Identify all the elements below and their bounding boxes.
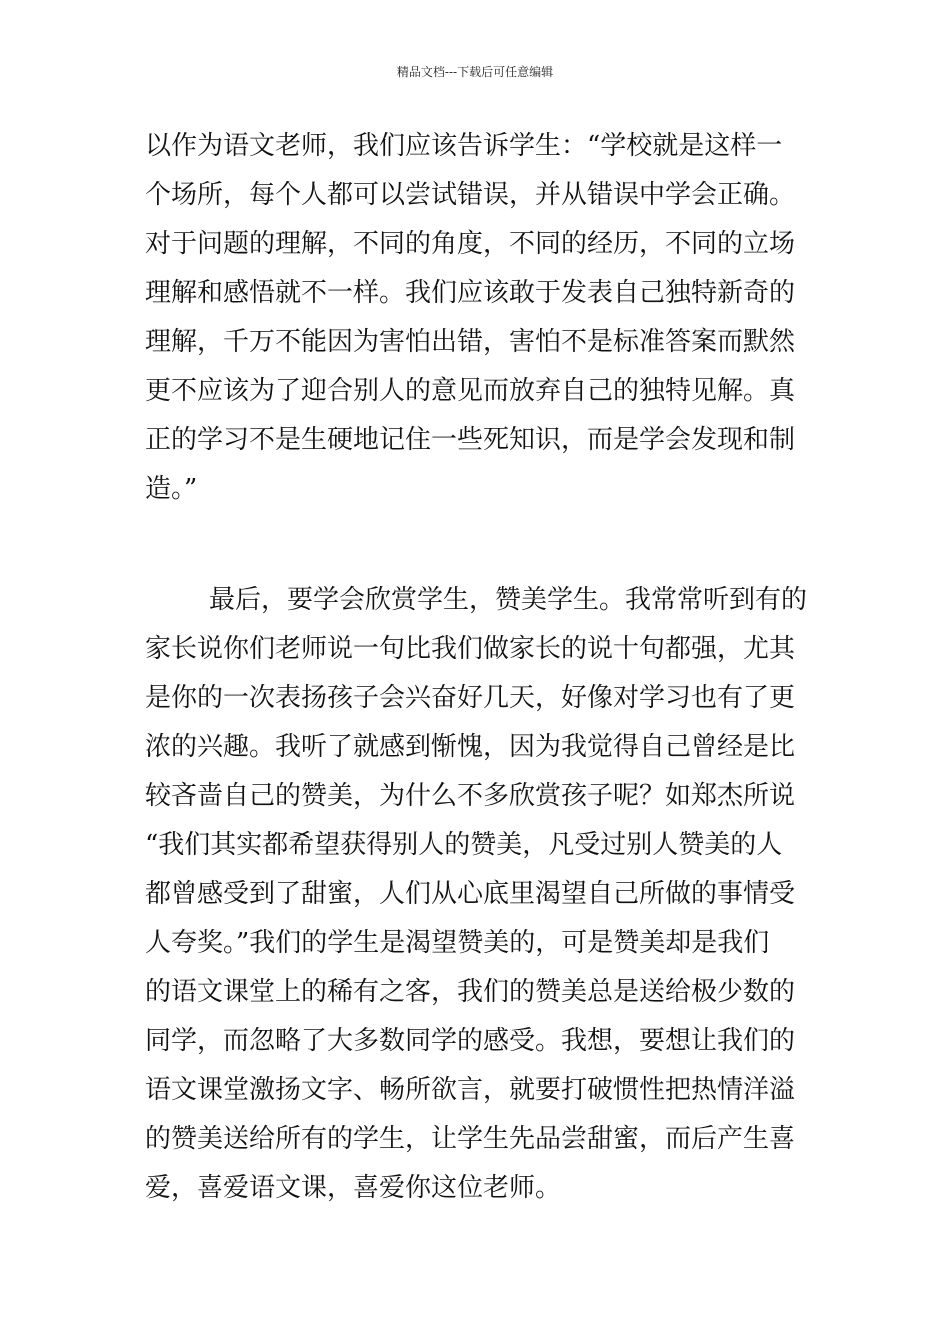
text-line: 理解和感悟就不一样。我们应该敢于发表自己独特新奇的 — [145, 278, 796, 308]
text-line: 家长说你们老师说一句比我们做家长的说十句都强，尤其 — [145, 634, 796, 664]
text-line: 人夸奖。”我们的学生是渴望赞美的，可是赞美却是我们 — [145, 928, 770, 958]
paragraph-1 — [145, 122, 810, 514]
text-line: 都曾感受到了甜蜜，人们从心底里渴望自己所做的事情受 — [145, 879, 796, 909]
page-header: 精品文档---下载后可任意编辑 — [396, 65, 554, 79]
text-line: 同学，而忽略了大多数同学的感受。我想，要想让我们的 — [145, 1026, 796, 1056]
text-line: 理解，千万不能因为害怕出错，害怕不是标准答案而默然 — [145, 327, 796, 357]
text-line: 造。” — [145, 474, 198, 504]
text-line: 更不应该为了迎合别人的意见而放弃自己的独特见解。真 — [145, 376, 796, 406]
text-line: 以作为语文老师，我们应该告诉学生：“学校就是这样一 — [145, 131, 783, 161]
text-line: 语文课堂激扬文字、畅所欲言，就要打破惯性把热情洋溢 — [145, 1075, 796, 1105]
text-line: 正的学习不是生硬地记住一些死知识，而是学会发现和制 — [145, 425, 796, 455]
text-line: 的语文课堂上的稀有之客，我们的赞美总是送给极少数的 — [145, 977, 796, 1007]
text-line-indented: 最后，要学会欣赏学生，赞美学生。我常常听到有的 — [209, 585, 808, 615]
text-line: 较吝啬自己的赞美，为什么不多欣赏孩子呢？如郑杰所说 — [145, 781, 796, 811]
text-line: 的赞美送给所有的学生，让学生先品尝甜蜜，而后产生喜 — [145, 1124, 796, 1154]
text-line: 爱，喜爱语文课，喜爱你这位老师。 — [145, 1173, 562, 1203]
text-line: 浓的兴趣。我听了就感到惭愧，因为我觉得自己曾经是比 — [145, 732, 796, 762]
text-line: 个场所，每个人都可以尝试错误，并从错误中学会正确。 — [145, 180, 796, 210]
text-line: 是你的一次表扬孩子会兴奋好几天，好像对学习也有了更 — [145, 683, 796, 713]
paragraph-2 — [145, 576, 810, 1213]
text-line: 对于问题的理解，不同的角度，不同的经历，不同的立场 — [145, 229, 796, 259]
text-line: “我们其实都希望获得别人的赞美，凡受过别人赞美的人 — [145, 830, 783, 860]
